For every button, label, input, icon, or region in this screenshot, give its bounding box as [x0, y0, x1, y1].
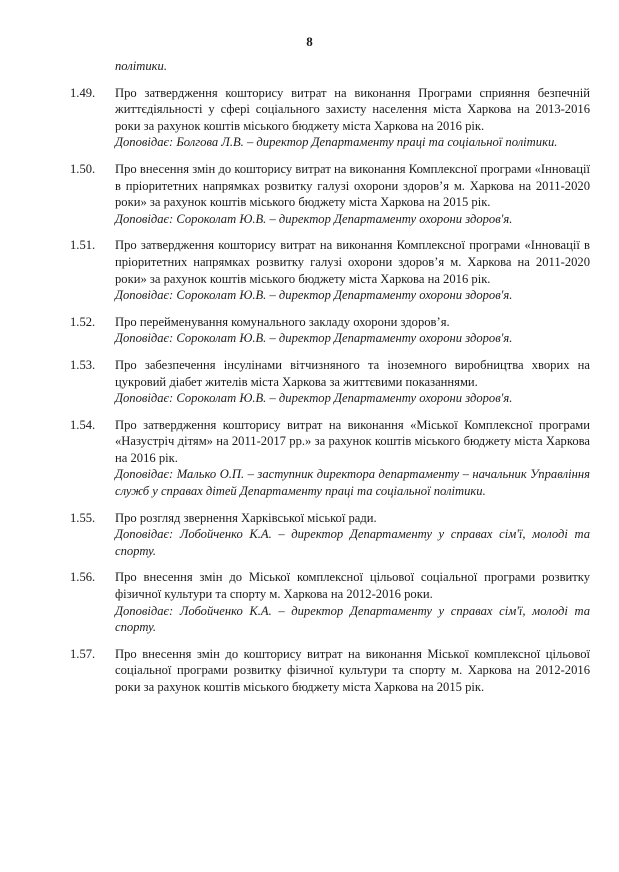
- item-text: Про розгляд звернення Харківської міської ради.: [115, 510, 377, 525]
- item-speaker: Доповідає: Малько О.П. – заступник директора департаменту – начальник Управління служб у справах дітей Департаменту праці та соціальної політики.: [115, 467, 590, 499]
- agenda-item: [70, 357, 590, 407]
- carryover-text: політики.: [115, 59, 167, 73]
- item-text: Про затвердження кошторису витрат на виконання «Міської Комплексної програми «Назустріч дітям» на 2011-2017 рр.» за рахунок коштів міського бюджету міста Харкова на 2016 рік.: [115, 417, 590, 465]
- item-number: 1.55.: [70, 510, 96, 525]
- agenda-item: [70, 161, 590, 227]
- item-number: 1.50.: [70, 161, 96, 176]
- item-speaker: Доповідає: Сороколат Ю.В. – директор Департаменту охорони здоров'я.: [115, 331, 513, 346]
- item-number: 1.57.: [70, 646, 96, 661]
- item-speaker: Доповідає: Болгова Л.В. – директор Департаменту праці та соціальної політики.: [115, 135, 558, 150]
- page-number: 8: [306, 34, 313, 49]
- item-number: 1.51.: [70, 238, 96, 253]
- item-number: 1.49.: [70, 85, 96, 100]
- agenda-item: [70, 646, 590, 696]
- agenda-item: [70, 569, 590, 635]
- item-text: Про затвердження кошторису витрат на виконання Програми сприяння безпечній життєдіяльності у сфері соціального захисту населення міста Харкова на 2013-2016 роки за рахунок коштів міського бюджету міста Харкова на 2016 рік.: [115, 85, 590, 133]
- item-text: Про внесення змін до кошторису витрат на виконання Міської комплексної цільової соціальної програми розвитку фізичної культури та спорту м. Харкова на 2012-2016 роки за рахунок коштів міського бюджету міста Харкова на 2015 рік.: [115, 646, 590, 694]
- agenda-item: [70, 237, 590, 303]
- item-speaker: Доповідає: Сороколат Ю.В. – директор Департаменту охорони здоров'я.: [115, 391, 513, 406]
- item-speaker: Доповідає: Сороколат Ю.В. – директор Департаменту охорони здоров'я.: [115, 288, 513, 303]
- item-number: 1.56.: [70, 570, 96, 585]
- item-text: Про перейменування комунального закладу охорони здоров’я.: [115, 314, 450, 329]
- item-speaker: Доповідає: Сороколат Ю.В. – директор Департаменту охорони здоров'я.: [115, 211, 513, 226]
- item-text: Про внесення змін до кошторису витрат на виконання Комплексної програми «Інновації в пріоритетних напрямках розвитку галузі охорони здоров’я м. Харкова на 2011-2020 роки» за рахунок коштів міського бюджету міста Харкова на 2015 рік.: [115, 161, 590, 210]
- agenda-item: [70, 417, 590, 500]
- item-number: 1.54.: [70, 417, 96, 432]
- agenda-item: [70, 510, 590, 560]
- agenda-item: [70, 314, 590, 347]
- item-number: 1.52.: [70, 314, 96, 329]
- item-text: Про внесення змін до Міської комплексної цільової соціальної програми розвитку фізичної культури та спорту м. Харкова на 2012-2016 роки.: [115, 570, 590, 602]
- item-number: 1.53.: [70, 357, 96, 372]
- item-text: Про затвердження кошторису витрат на виконання Комплексної програми «Інновації в пріоритетних напрямках розвитку галузі охорони здоров’я м. Харкова на 2011-2020 роки» за рахунок коштів міського бюджету міста Харкова на 2016 рік.: [115, 238, 590, 286]
- agenda-list: [70, 58, 590, 706]
- item-text: Про забезпечення інсулінами вітчизняного та іноземного виробництва хворих на цукровий діабет жителів міста Харкова за життєвими показаннями.: [115, 357, 590, 389]
- item-speaker: Доповідає: Лобойченко К.А. – директор Департаменту у справах сім'ї, молоді та спорту.: [115, 527, 590, 558]
- agenda-item: [70, 85, 590, 151]
- item-speaker: Доповідає: Лобойченко К.А. – директор Департаменту у справах сім'ї, молоді та спорту.: [115, 603, 590, 635]
